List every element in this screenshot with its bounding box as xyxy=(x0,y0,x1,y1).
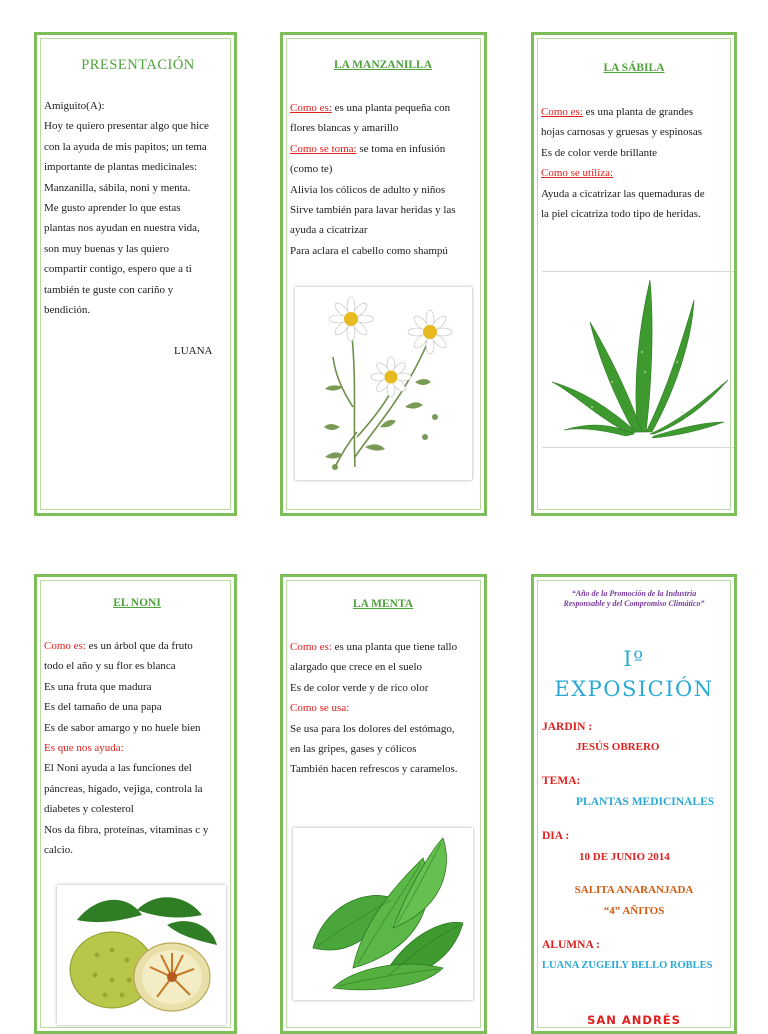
sabila-title: LA SÁBILA xyxy=(603,62,665,74)
label-nos-ayuda: Es que nos ayuda: xyxy=(44,742,124,755)
cover-exposicion: EXPOSICIÓN xyxy=(554,677,714,701)
anitos: “4” AÑITOS xyxy=(603,905,665,917)
line: Manzanilla, sábila, noni y menta. xyxy=(44,181,191,194)
manzanilla-title: LA MANZANILLA xyxy=(333,59,433,71)
menta-title: LA MENTA xyxy=(352,598,414,610)
presentacion-title: PRESENTACIÓN xyxy=(81,57,195,73)
line: también te guste con cariño y xyxy=(44,283,174,296)
jardin-label: JARDIN : xyxy=(542,721,593,733)
presentacion-body xyxy=(44,96,234,320)
tema-label: TEMA: xyxy=(542,775,581,787)
label-como-es: Como es: xyxy=(44,640,86,652)
line: son muy buenas y las quiero xyxy=(44,242,169,255)
mint-image xyxy=(293,828,473,1000)
cover-bottom: SAN ANDRÉS xyxy=(587,1013,681,1027)
noni-body: Como es: es un árbol que da fruto todo el año y su flor es blanca Es una fruta que madura Es del tamaño de una papa Es de sabor amargo y no huele bien Es que nos ayuda: El Noni ayuda a las funciones del páncreas, hígado, vejiga, controla la diabetes y colesterol Nos da fibra, proteínas, vitaminas c y calcio. xyxy=(44,636,236,860)
line: Hoy te quiero presentar algo que hice xyxy=(44,120,209,133)
line: con la ayuda de mis papitos; un tema xyxy=(44,140,207,153)
line: bendición. xyxy=(44,304,91,317)
tema-value: PLANTAS MEDICINALES xyxy=(576,796,715,808)
label-como-se-usa: Como se usa: xyxy=(290,702,350,715)
panel-sabila xyxy=(531,32,737,516)
cover-quote: “Año de la Promoción de la Industria Responsable y del Compromiso Climático” xyxy=(563,589,705,608)
signature: LUANA xyxy=(174,345,213,357)
menta-body: Como es: es una planta que tiene tallo alargado que crece en el suelo Es de color verde y de rico olor Como se usa: Se usa para los dolores del estómago, en las gripes, gases y cólicos También hacen refrescos y caramelos. xyxy=(290,637,485,780)
jardin-value: JESÚS OBRERO xyxy=(576,741,660,753)
label-como-es: Como es: xyxy=(290,102,332,114)
noni-image xyxy=(57,885,226,1025)
line: plantas nos ayudan en nuestra vida, xyxy=(44,222,200,235)
label-como-se-utiliza: Como se utiliza: xyxy=(541,167,614,180)
panel-manzanilla xyxy=(280,32,487,516)
chamomile-image xyxy=(295,287,472,480)
aloe-image xyxy=(542,271,734,448)
alumna-value: LUANA ZUGEILY BELLO ROBLES xyxy=(542,960,713,971)
line: Me gusto aprender lo que estas xyxy=(44,202,181,215)
line: compartir contigo, espero que a ti xyxy=(44,263,192,276)
noni-title: EL NONI xyxy=(113,597,161,609)
line: importante de plantas medicinales: xyxy=(44,161,198,174)
manzanilla-body: Como es: es una planta pequeña con flores blancas y amarillo Como se toma: se toma en infusión (como te) Alivia los cólicos de adulto y niños Sirve también para lavar heridas y las ayuda a cicatrizar Para aclara el cabello como shampú xyxy=(290,102,456,257)
panel-presentacion xyxy=(34,32,237,516)
alumna-label: ALUMNA : xyxy=(542,939,600,951)
label-como-es: Como es: xyxy=(290,641,332,653)
salita: SALITA ANARANJADA xyxy=(574,884,694,896)
dia-label: DIA : xyxy=(542,830,570,842)
sabila-body: Como es: es una planta de grandes hojas carnosas y gruesas y espinosas Es de color verde brillante Como se utiliza: Ayuda a cicatrizar las quemaduras de la piel cicatriza todo tipo de heridas. xyxy=(541,102,736,224)
panel-noni xyxy=(34,574,237,1034)
panel-menta xyxy=(280,574,487,1034)
dia-value: 10 DE JUNIO 2014 xyxy=(579,851,670,863)
line: Amiguito(A): xyxy=(44,100,105,112)
label-como-es: Como es: xyxy=(541,106,583,118)
label-como-se-toma: Como se toma: xyxy=(290,142,357,155)
cover-number: Iº xyxy=(623,647,645,671)
panel-cover xyxy=(531,574,737,1034)
